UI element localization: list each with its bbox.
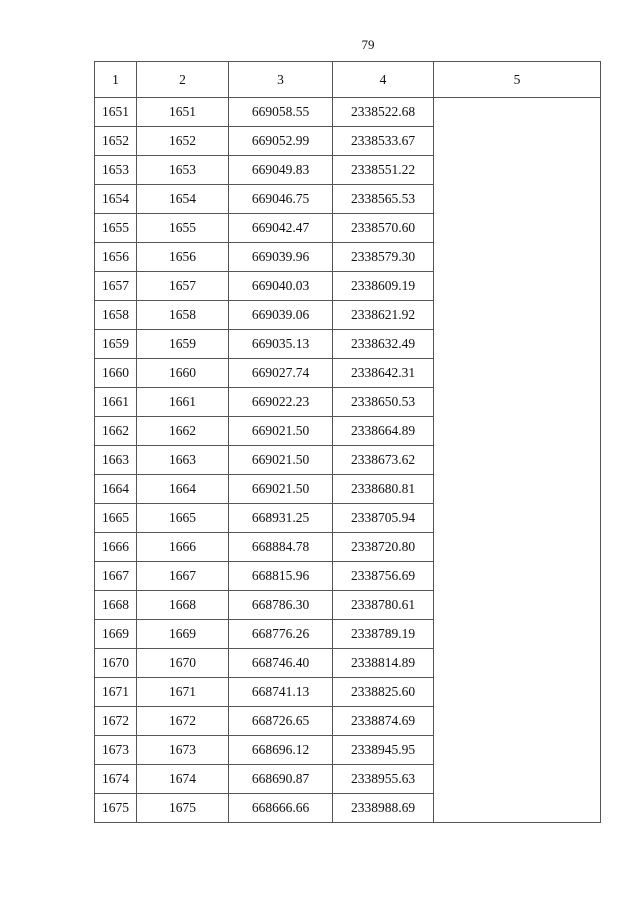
cell-point-number: 1664 <box>95 475 137 504</box>
cell-point-number: 1667 <box>95 562 137 591</box>
cell-point-number: 1662 <box>95 417 137 446</box>
page-number: 79 <box>361 37 375 52</box>
table-body <box>95 98 601 823</box>
cell-y-coordinate: 2338650.53 <box>333 388 434 417</box>
cell-x-coordinate: 668815.96 <box>229 562 333 591</box>
cell-x-coordinate: 668746.40 <box>229 649 333 678</box>
cell-x-coordinate: 668786.30 <box>229 591 333 620</box>
cell-y-coordinate: 2338579.30 <box>333 243 434 272</box>
cell-point-id: 1654 <box>137 185 229 214</box>
cell-point-id: 1652 <box>137 127 229 156</box>
cell-point-id: 1675 <box>137 794 229 823</box>
cell-x-coordinate: 669058.55 <box>229 98 333 127</box>
cell-point-number: 1666 <box>95 533 137 562</box>
cell-point-id: 1664 <box>137 475 229 504</box>
cell-x-coordinate: 669042.47 <box>229 214 333 243</box>
cell-point-id: 1656 <box>137 243 229 272</box>
cell-point-number: 1669 <box>95 620 137 649</box>
header-row <box>95 62 601 98</box>
cell-x-coordinate: 668690.87 <box>229 765 333 794</box>
cell-point-number: 1656 <box>95 243 137 272</box>
cell-x-coordinate: 669052.99 <box>229 127 333 156</box>
cell-point-number: 1659 <box>95 330 137 359</box>
cell-point-id: 1663 <box>137 446 229 475</box>
cell-point-number: 1675 <box>95 794 137 823</box>
cell-x-coordinate: 668666.66 <box>229 794 333 823</box>
cell-x-coordinate: 668696.12 <box>229 736 333 765</box>
cell-x-coordinate: 669046.75 <box>229 185 333 214</box>
cell-y-coordinate: 2338780.61 <box>333 591 434 620</box>
cell-point-number: 1657 <box>95 272 137 301</box>
cell-y-coordinate: 2338621.92 <box>333 301 434 330</box>
cell-point-id: 1666 <box>137 533 229 562</box>
cell-y-coordinate: 2338680.81 <box>333 475 434 504</box>
cell-y-coordinate: 2338988.69 <box>333 794 434 823</box>
cell-y-coordinate: 2338955.63 <box>333 765 434 794</box>
cell-y-coordinate: 2338551.22 <box>333 156 434 185</box>
cell-point-id: 1662 <box>137 417 229 446</box>
cell-y-coordinate: 2338874.69 <box>333 707 434 736</box>
column-header-1: 1 <box>95 62 137 98</box>
cell-point-number: 1674 <box>95 765 137 794</box>
cell-point-id: 1669 <box>137 620 229 649</box>
table-header <box>95 62 601 98</box>
cell-point-id: 1668 <box>137 591 229 620</box>
cell-x-coordinate: 668884.78 <box>229 533 333 562</box>
cell-point-id: 1661 <box>137 388 229 417</box>
cell-point-number: 1661 <box>95 388 137 417</box>
cell-y-coordinate: 2338814.89 <box>333 649 434 678</box>
cell-y-coordinate: 2338756.69 <box>333 562 434 591</box>
cell-x-coordinate: 669035.13 <box>229 330 333 359</box>
cell-point-id: 1667 <box>137 562 229 591</box>
cell-x-coordinate: 669021.50 <box>229 446 333 475</box>
cell-point-id: 1651 <box>137 98 229 127</box>
cell-y-coordinate: 2338720.80 <box>333 533 434 562</box>
cell-point-number: 1673 <box>95 736 137 765</box>
cell-y-coordinate: 2338522.68 <box>333 98 434 127</box>
cell-y-coordinate: 2338945.95 <box>333 736 434 765</box>
cell-x-coordinate: 668726.65 <box>229 707 333 736</box>
cell-x-coordinate: 669040.03 <box>229 272 333 301</box>
cell-x-coordinate: 669021.50 <box>229 417 333 446</box>
column-header-3: 3 <box>229 62 333 98</box>
cell-y-coordinate: 2338789.19 <box>333 620 434 649</box>
cell-point-id: 1658 <box>137 301 229 330</box>
coordinates-table <box>94 61 601 823</box>
cell-x-coordinate: 669039.06 <box>229 301 333 330</box>
cell-point-id: 1653 <box>137 156 229 185</box>
table-row <box>95 98 601 127</box>
cell-point-id: 1672 <box>137 707 229 736</box>
cell-column-5-empty <box>434 98 601 823</box>
cell-x-coordinate: 669027.74 <box>229 359 333 388</box>
column-header-4: 4 <box>333 62 434 98</box>
cell-x-coordinate: 669039.96 <box>229 243 333 272</box>
cell-x-coordinate: 669049.83 <box>229 156 333 185</box>
cell-y-coordinate: 2338673.62 <box>333 446 434 475</box>
cell-y-coordinate: 2338570.60 <box>333 214 434 243</box>
cell-point-id: 1673 <box>137 736 229 765</box>
cell-point-number: 1671 <box>95 678 137 707</box>
cell-y-coordinate: 2338565.53 <box>333 185 434 214</box>
cell-point-id: 1657 <box>137 272 229 301</box>
cell-point-number: 1665 <box>95 504 137 533</box>
cell-point-number: 1653 <box>95 156 137 185</box>
cell-y-coordinate: 2338533.67 <box>333 127 434 156</box>
cell-point-number: 1670 <box>95 649 137 678</box>
cell-point-number: 1651 <box>95 98 137 127</box>
cell-y-coordinate: 2338642.31 <box>333 359 434 388</box>
cell-y-coordinate: 2338664.89 <box>333 417 434 446</box>
cell-point-number: 1663 <box>95 446 137 475</box>
cell-point-id: 1670 <box>137 649 229 678</box>
cell-x-coordinate: 668741.13 <box>229 678 333 707</box>
cell-point-number: 1655 <box>95 214 137 243</box>
cell-point-id: 1660 <box>137 359 229 388</box>
cell-x-coordinate: 669022.23 <box>229 388 333 417</box>
cell-x-coordinate: 668776.26 <box>229 620 333 649</box>
cell-y-coordinate: 2338609.19 <box>333 272 434 301</box>
cell-point-id: 1659 <box>137 330 229 359</box>
cell-point-id: 1671 <box>137 678 229 707</box>
cell-x-coordinate: 669021.50 <box>229 475 333 504</box>
cell-point-number: 1660 <box>95 359 137 388</box>
cell-point-number: 1668 <box>95 591 137 620</box>
cell-y-coordinate: 2338825.60 <box>333 678 434 707</box>
cell-point-id: 1674 <box>137 765 229 794</box>
cell-point-number: 1654 <box>95 185 137 214</box>
cell-y-coordinate: 2338705.94 <box>333 504 434 533</box>
column-header-5: 5 <box>434 62 601 98</box>
column-header-2: 2 <box>137 62 229 98</box>
cell-point-number: 1672 <box>95 707 137 736</box>
cell-point-id: 1655 <box>137 214 229 243</box>
cell-x-coordinate: 668931.25 <box>229 504 333 533</box>
cell-point-id: 1665 <box>137 504 229 533</box>
cell-y-coordinate: 2338632.49 <box>333 330 434 359</box>
cell-point-number: 1652 <box>95 127 137 156</box>
cell-point-number: 1658 <box>95 301 137 330</box>
